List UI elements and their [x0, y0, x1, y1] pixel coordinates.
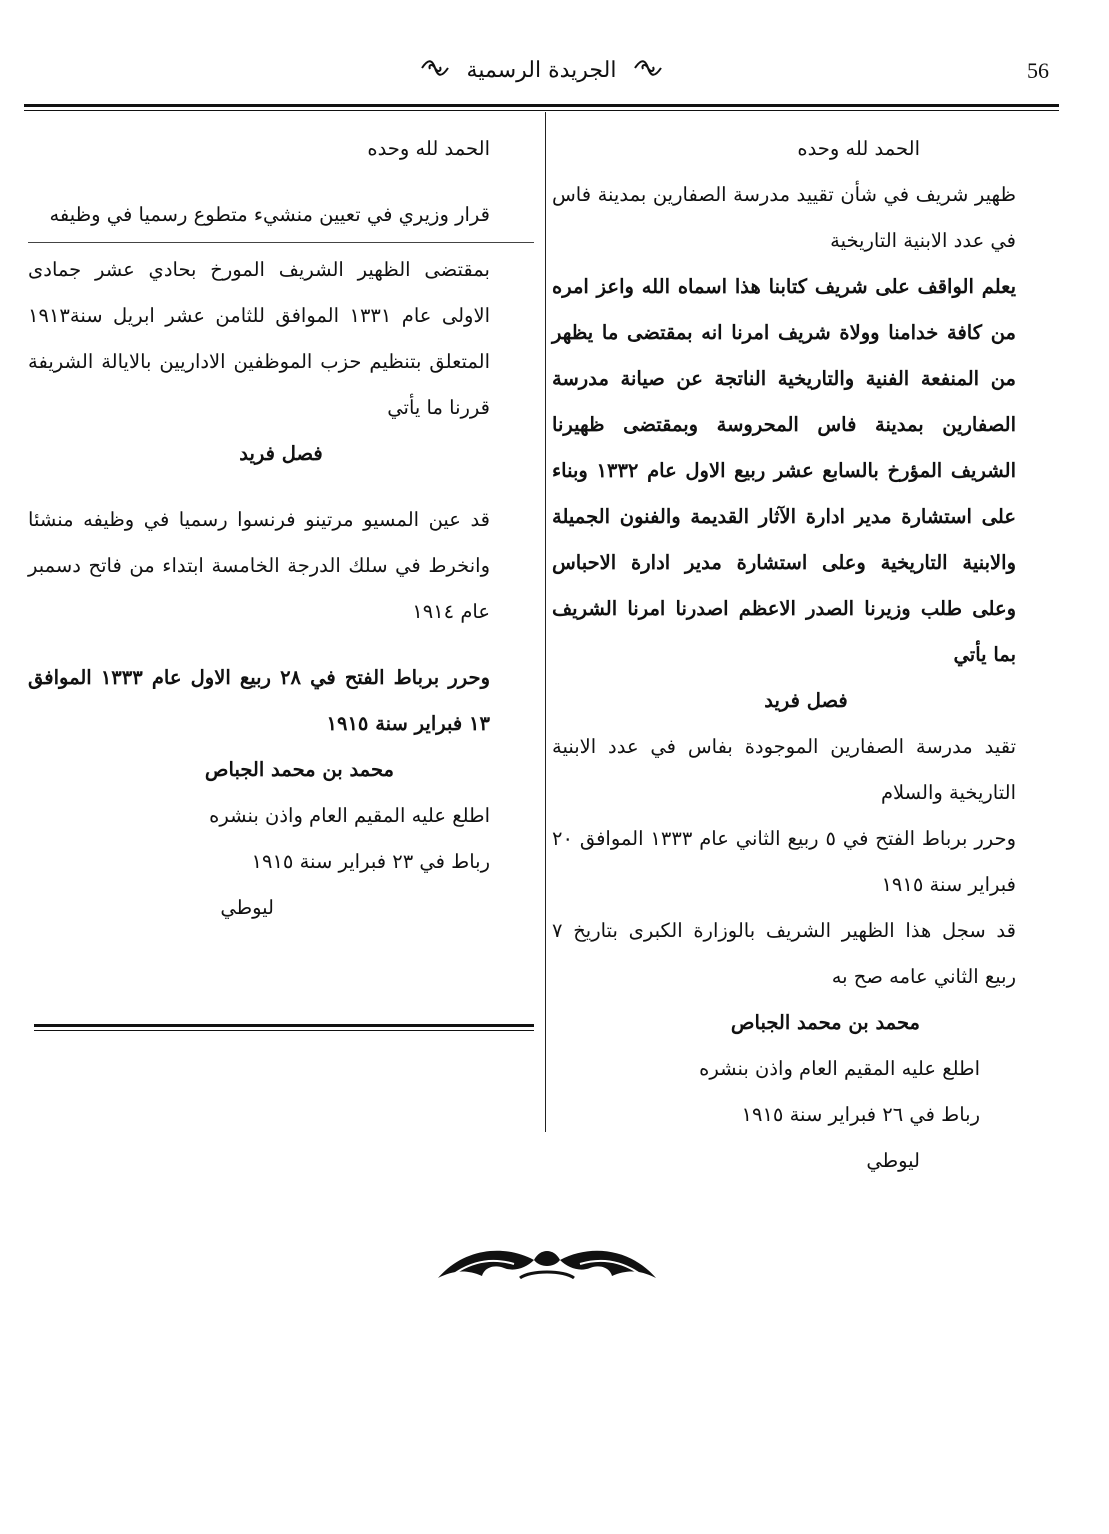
left-preamble: بمقتضى الظهير الشريف المورخ بحادي عشر جمادى الاولى عام ١٣٣١ الموافق للثامن عشر ابريل سنة١٩١٣ المتعلق بتنظيم حزب الموظفين الاداريين بالايالة الشريفة قررنا ما يأتي: [28, 258, 491, 419]
left-approval-date: رباط في ٢٣ فبراير سنة ١٩١٥: [251, 850, 490, 873]
ornament-icon: [633, 59, 663, 82]
right-section-body: تقيد مدرسة الصفارين الموجودة بفاس في عدد الابنية التاريخية والسلام: [552, 735, 1016, 804]
left-column: [28, 126, 534, 931]
right-signatory: محمد بن محمد الجباص: [730, 1011, 920, 1034]
right-approval-date: رباط في ٢٦ فبراير سنة ١٩١٥: [741, 1103, 980, 1126]
page-number: 56: [1027, 58, 1049, 83]
left-dated: وحرر برباط الفتح في ٢٨ ربيع الاول عام ١٣٣٣ الموافق ١٣ فبراير سنة ١٩١٥: [28, 666, 490, 735]
right-section-title: فصل فريد: [764, 689, 848, 712]
left-heading: الحمد لله وحده: [367, 137, 490, 160]
left-approval: اطلع عليه المقيم العام واذن بنشره: [209, 804, 490, 827]
right-heading: الحمد لله وحده: [797, 137, 920, 160]
right-signature: ليوطي: [866, 1149, 920, 1172]
left-column-end-rule: [34, 1024, 534, 1027]
column-divider: [545, 112, 546, 1132]
running-title-block: [24, 58, 1059, 83]
left-section-body: قد عين المسيو مرتينو فرنسوا رسميا في وظيفه منشئا وانخرط في سلك الدرجة الخامسة ابتداء من فاتح دسمبر عام ١٩١٤: [28, 508, 490, 623]
left-title: قرار وزيري في تعيين منشيء متطوع رسميا في وظيفه: [49, 203, 490, 226]
tailpiece-ornament-icon: [434, 1238, 660, 1288]
right-approval: اطلع عليه المقيم العام واذن بنشره: [699, 1057, 980, 1080]
left-separator: [28, 242, 534, 243]
left-section-title: فصل فريد: [239, 442, 323, 465]
left-signature: ليوطي: [220, 896, 274, 919]
right-title: ظهير شريف في شأن تقييد مدرسة الصفارين بمدينة فاس في عدد الابنية التاريخية: [552, 183, 1016, 252]
right-preamble: يعلم الواقف على شريف كتابنا هذا اسماه الله واعز امره من كافة خدامنا وولاة شريف امرنا انه بمقتضى ما يظهر من المنفعة الفنية والتاريخية الناتجة عن صيانة مدرسة الصفارين بمدينة فاس المحروسة وبمقتضى ظهيرنا الشريف المؤرخ بالسابع عشر ربيع الاول عام ١٣٣٢ وبناء على استشارة مدير ادارة الآثار القديمة والفنون الجميلة والابنية التاريخية وعلى استشارة مدير ادارة الاحباس وعلى طلب وزيرنا الصدر الاعظم اصدرنا امرنا الشريف بما يأتي: [552, 275, 1016, 666]
header-rule: [24, 104, 1059, 107]
page-header: [24, 54, 1059, 104]
left-column-end-rule-thin: [34, 1030, 534, 1031]
right-registered: قد سجل هذا الظهير الشريف بالوزارة الكبرى بتاريخ ٧ ربيع الثاني عامه صح به: [552, 919, 1016, 988]
right-dated: وحرر برباط الفتح في ٥ ربيع الثاني عام ١٣٣٣ الموافق ٢٠ فبراير سنة ١٩١٥: [552, 827, 1016, 896]
ornament-icon: [420, 59, 450, 82]
left-signatory: محمد بن محمد الجباص: [204, 758, 394, 781]
header-rule-thin: [24, 110, 1059, 111]
running-title: الجريدة الرسمية: [466, 58, 617, 83]
right-column: [552, 126, 1060, 1184]
